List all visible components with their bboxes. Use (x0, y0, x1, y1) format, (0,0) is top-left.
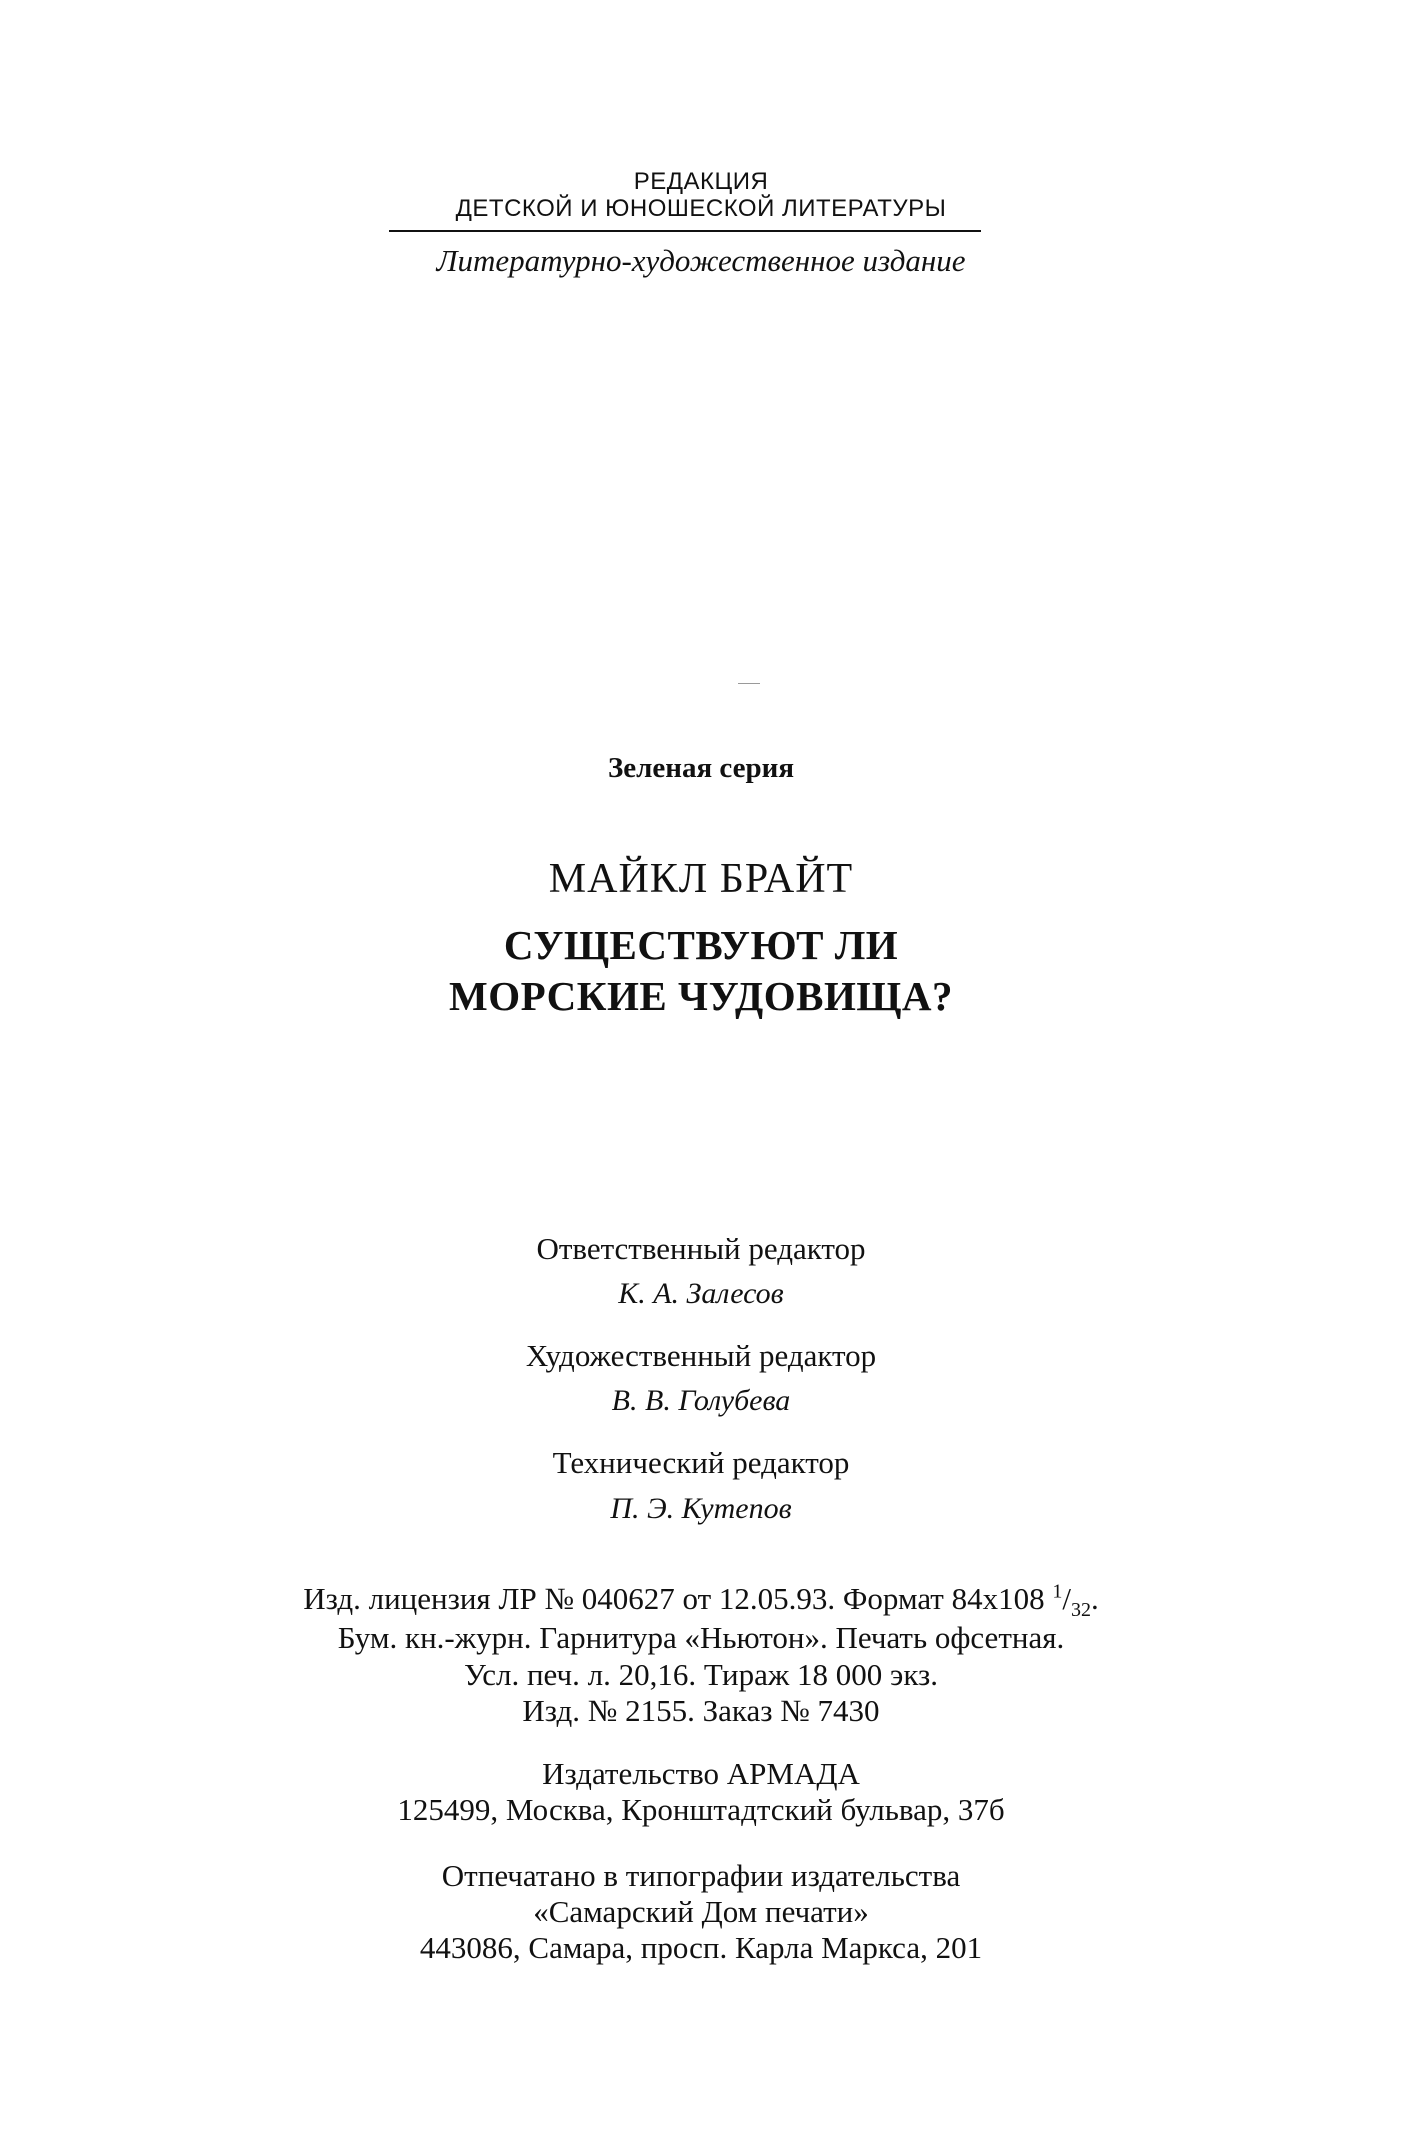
imprint-order-line: Изд. № 2155. Заказ № 7430 (522, 1693, 880, 1728)
imprint-paper-line: Бум. кн.-журн. Гарнитура «Ньютон». Печать офсетная. (337, 1620, 1065, 1655)
author-name: МАЙКЛ БРАЙТ (548, 856, 854, 902)
credit-role-chief-editor: Ответственный редактор (536, 1231, 866, 1266)
publisher-name: Издательство АРМАДА (542, 1756, 860, 1791)
imprint-license-line: Изд. лицензия ЛР № 040627 от 12.05.93. Формат 84x108 $^1/_{32}$. (303, 1580, 1099, 1622)
printer-name: «Самарский Дом печати» (533, 1894, 869, 1929)
book-title-line-2: МОРСКИЕ ЧУДОВИЩА? (449, 973, 953, 1019)
credit-name-art-editor: В. В. Голубева (611, 1384, 791, 1417)
editorial-office-line-1: РЕДАКЦИЯ (633, 168, 769, 195)
printer-line-1: Отпечатано в типографии издательства (441, 1858, 961, 1893)
format-fraction-denominator: 32 (1070, 1599, 1091, 1622)
edition-type: Литературно-художественное издание (436, 243, 966, 278)
format-fraction-period: . (1090, 1581, 1099, 1616)
decorative-dash (738, 683, 760, 684)
credit-name-chief-editor: К. А. Залесов (618, 1277, 784, 1310)
publisher-address: 125499, Москва, Кронштадтский бульвар, 37б (397, 1792, 1005, 1827)
credit-role-tech-editor: Технический редактор (552, 1445, 850, 1480)
editorial-office-line-2: ДЕТСКОЙ И ЮНОШЕСКОЙ ЛИТЕРАТУРЫ (455, 195, 947, 222)
credit-role-art-editor: Художественный редактор (525, 1338, 877, 1373)
format-fraction-numerator: 1 (1052, 1580, 1063, 1603)
imprint-license-text: Изд. лицензия ЛР № 040627 от 12.05.93. Формат 84x108 (303, 1581, 1045, 1616)
printer-address: 443086, Самара, просп. Карла Маркса, 201 (419, 1930, 983, 1965)
credit-name-tech-editor: П. Э. Кутепов (610, 1492, 792, 1525)
header-divider (389, 230, 981, 232)
book-title-line-1: СУЩЕСТВУЮТ ЛИ (503, 922, 899, 968)
series-name: Зеленая серия (607, 752, 795, 784)
imprint-print-run-line: Усл. печ. л. 20,16. Тираж 18 000 экз. (464, 1657, 938, 1692)
